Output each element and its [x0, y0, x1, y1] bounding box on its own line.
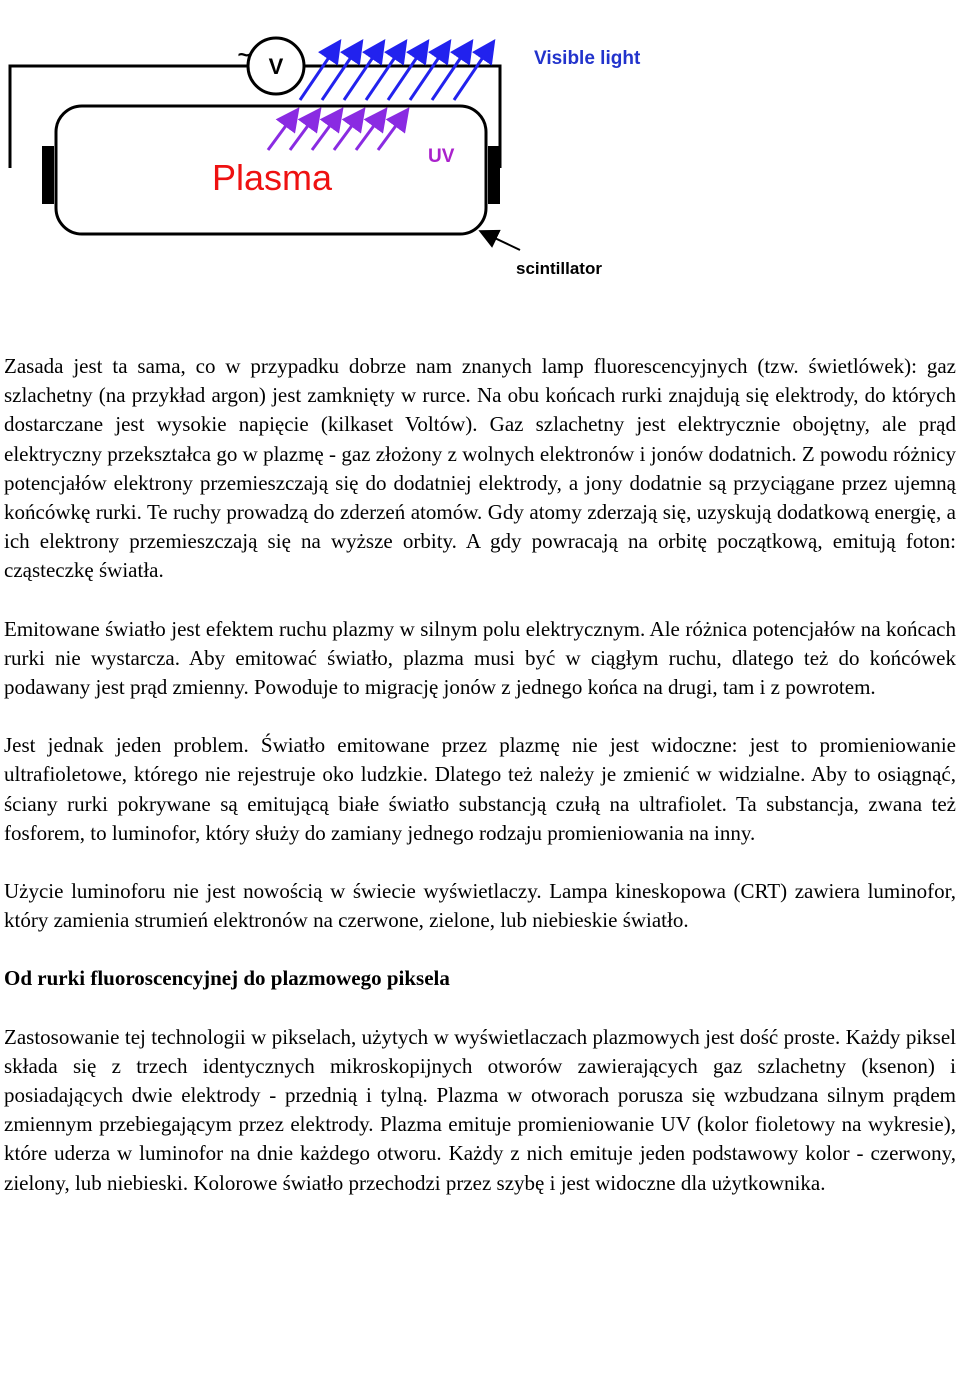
ac-symbol: ~: [237, 42, 251, 67]
voltmeter-icon: [238, 38, 304, 94]
uv-label: UV: [428, 146, 455, 167]
plasma-label: Plasma: [212, 157, 333, 198]
paragraph-emission: Emitowane światło jest efektem ruchu plazmy w silnym polu elektrycznym. Ale różnica potencjałów na końcach rurki nie wystarcza. Aby emitować światło, plazma musi być w ciągłym ruchu, dlatego też do końcówek podawany jest prąd zmienny. Powoduje to migrację jonów z jednego końca na drugi, tam i z powrotem.: [4, 616, 956, 700]
right-electrode: [488, 146, 500, 204]
left-electrode: [42, 146, 54, 204]
scintillator-label: scintillator: [516, 259, 602, 278]
paragraph-luminophore: Użycie luminoforu nie jest nowością w świecie wyświetlaczy. Lampa kineskopowa (CRT) zawiera luminofor, który zamienia strumień elektronów na czerwone, zielone, lub niebieskie światło.: [4, 879, 956, 933]
scintillator-pointer: [482, 232, 520, 250]
visible-light-label: Visible light: [534, 48, 641, 69]
plasma-tube-diagram: [0, 0, 960, 300]
article-body: [4, 352, 956, 1227]
visible-light-arrows: [300, 44, 492, 100]
paragraph-problem: Jest jednak jeden problem. Światło emitowane przez plazmę nie jest widoczne: jest to promieniowanie ultrafioletowe, którego nie rejestruje oko ludzkie. Dlatego też należy je zmienić w widzialne. Aby to osiągnąć, ściany rurki pokrywane są emitującą białe światło substancją czułą na ultrafiolet. Ta substancja, zwana też fosforem, to luminofor, który służy do zamiany jednego rodzaju promieniowania na inny.: [4, 733, 956, 845]
paragraph-principle: Zasada jest ta sama, co w przypadku dobrze nam znanych lamp fluorescencyjnych (tzw. świetlówek): gaz szlachetny (na przykład argon) jest zamknięty w rurce. Na obu końcach rurki znajdują się elektrody, do których dostarczane jest wysokie napięcie (kilkaset Voltów). Gaz szlachetny jest elektrycznie obojętny, ale prąd elektryczny przekształca go w plazmę - gaz złożony z wolnych elektronów i jonów dodatnich. Z powodu różnicy potencjałów elektrony przemieszczają się do dodatniej elektrody, a jony dodatnie są przyciągane przez ujemną końcówkę rurki. Te ruchy prowadzą do zderzeń atomów. Gdy atomy zderzają się, uzyskują dodatkową energię, a ich elektrony przemieszczają się na wyższe orbity. A gdy powracają na orbitę początkową, emitują foton: cząsteczkę światła.: [4, 354, 956, 583]
paragraph-pixel: Zastosowanie tej technologii w pikselach, użytych w wyświetlaczach plazmowych jest dość proste. Każdy piksel składa się z trzech identycznych mikroskopijnych otworów zawierających gaz szlachetny (ksenon) i posiadających dwie elektrody - przednią i tylną. Plazma w otworach porusza się wzbudzana silnym prądem zmiennym przebiegającym przez elektrody. Plazma emituje promieniowanie UV (kolor fioletowy na wykresie), które uderza w luminofor na dnie każdego otworu. Każdy z nich emituje jeden podstawowy kolor - czerwony, zielony, lub niebieski. Kolorowe światło przechodzi przez szybę i jest widoczne dla użytkownika.: [4, 1024, 956, 1195]
section-heading: Od rurki fluoroscencyjnej do plazmowego piksela: [4, 966, 450, 991]
voltmeter-label: V: [268, 54, 284, 79]
